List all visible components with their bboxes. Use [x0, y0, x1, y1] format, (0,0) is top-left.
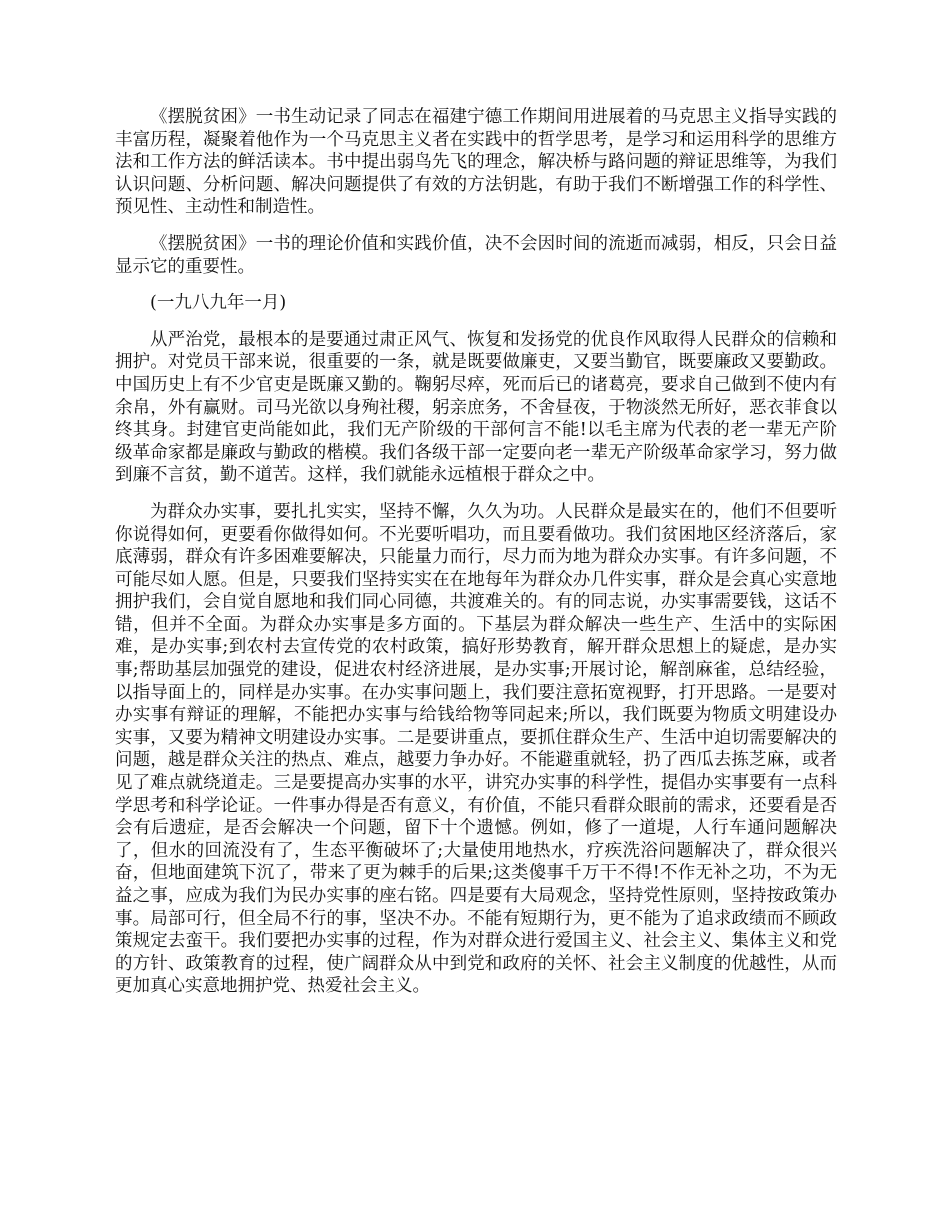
- paragraph-clean-government: 从严治党，最根本的是要通过肃正风气、恢复和发扬党的优良作风取得人民群众的信赖和拥护。对党员干部来说，很重要的一条，就是既要做廉吏，又要当勤官，既要廉政又要勤政。中国历史上有不少官吏是既廉又勤的。鞠躬尽瘁，死而后已的诸葛亮，要求自己做到不使内有余帛，外有赢财。司马光欲以身殉社稷，躬亲庶务，不舍昼夜，于物淡然无所好，恶衣菲食以终其身。封建官吏尚能如此，我们无产阶级的干部何言不能!以毛主席为代表的老一辈无产阶级革命家都是廉政与勤政的楷模。我们各级干部一定要向老一辈无产阶级革命家学习，努力做到廉不言贫，勤不道苦。这样，我们就能永远植根于群众之中。: [115, 329, 837, 486]
- paragraph-date: (一九八九年一月): [150, 293, 287, 314]
- paragraph-practical-work: 为群众办实事，要扎扎实实，坚持不懈，久久为功。人民群众是最实在的，他们不但要听你说得如何，更要看你做得如何。不光要听唱功，而且要看做功。我们贫困地区经济落后，家底薄弱，群众有许多困难要解决，只能量力而行，尽力而为地为群众办实事。有许多问题，不可能尽如人愿。但是，只要我们坚持实实在在地每年为群众办几件实事，群众是会真心实意地拥护我们，会自觉自愿地和我们同心同德，共渡难关的。有的同志说，办实事需要钱，这话不错，但并不全面。为群众办实事是多方面的。下基层为群众解决一些生产、生活中的实际困难，是办实事;到农村去宣传党的农村政策，搞好形势教育，解开群众思想上的疑虑，是办实事;帮助基层加强党的建设，促进农村经济进展，是办实事;开展讨论，解剖麻雀，总结经验，以指导面上的，同样是办实事。在办实事问题上，我们要注意拓宽视野，打开思路。一是要对办实事有辩证的理解，不能把办实事与给钱给物等同起来;所以，我们既要为物质文明建设办实事，又要为精神文明建设办实事。二是要讲重点，要抓住群众生产、生活中迫切需要解决的问题，越是群众关注的热点、难点，越要力争办好。不能避重就轻，扔了西瓜去拣芝麻，或者见了难点就绕道走。三是要提高办实事的水平，讲究办实事的科学性，提倡办实事要有一点科学思考和科学论证。一件事办得是否有意义，有价值，不能只看群众眼前的需求，还要看是否会有后遗症，是否会解决一个问题，留下十个遗憾。例如，修了一道堤，人行车通问题解决了，但水的回流没有了，生态平衡破坏了;大量使用地热水，疗疾洗浴问题解决了，群众很兴奋，但地面建筑下沉了，带来了更为棘手的后果;这类傻事千万干不得!不作无补之功，不为无益之事，应成为我们为民办实事的座右铭。四是要有大局观念，坚持党性原则，坚持按政策办事。局部可行，但全局不行的事，坚决不办。不能有短期行为，更不能为了追求政绩而不顾政策规定去蛮干。我们要把办实事的过程，作为对群众进行爱国主义、社会主义、集体主义和党的方针、政策教育的过程，使广阔群众从中到党和政府的关怀、社会主义制度的优越性，从而更加真心实意地拥护党、热爱社会主义。: [115, 501, 837, 997]
- document-body: [115, 106, 837, 1012]
- paragraph-book-value: 《摆脱贫困》一书的理论价值和实践价值，决不会因时间的流逝而减弱，相反，只会日益显示它的重要性。: [115, 233, 837, 277]
- paragraph-book-intro: 《摆脱贫困》一书生动记录了同志在福建宁德工作期间用进展着的马克思主义指导实践的丰富历程，凝聚着他作为一个马克思主义者在实践中的哲学思考，是学习和运用科学的思维方法和工作方法的鲜活读本。书中提出弱鸟先飞的理念，解决桥与路问题的辩证思维等，为我们认识问题、分析问题、解决问题提供了有效的方法钥匙，有助于我们不断增强工作的科学性、预见性、主动性和制造性。: [115, 107, 837, 218]
